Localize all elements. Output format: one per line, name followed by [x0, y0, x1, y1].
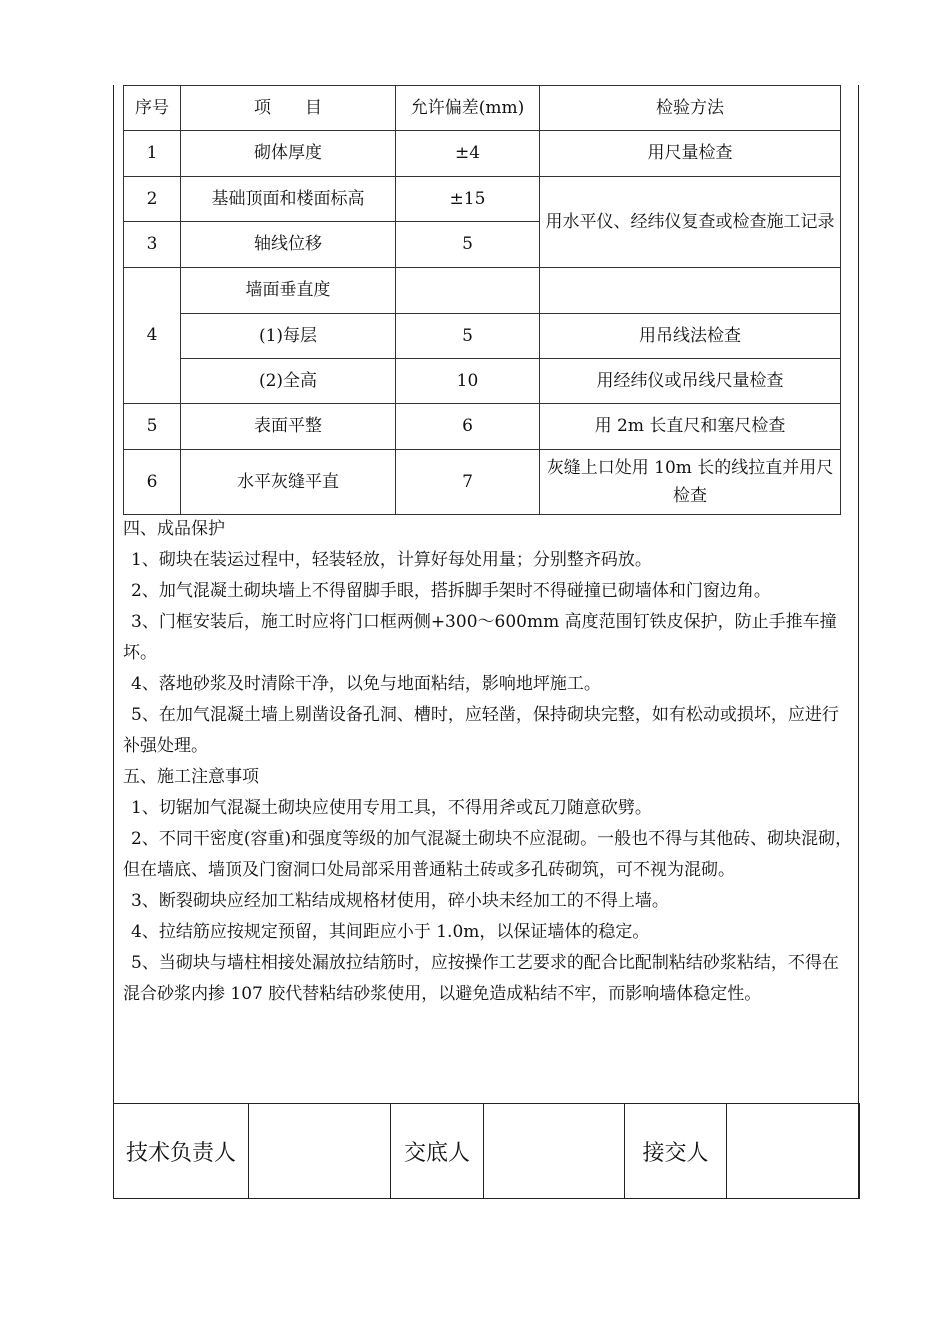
cell-item: 砌体厚度	[181, 131, 396, 177]
cell-item: (2)全高	[181, 359, 396, 404]
cell-no: 1	[124, 131, 181, 177]
table-row	[124, 450, 841, 515]
tech-lead-label: 技术负责人	[114, 1104, 249, 1199]
cell-item: 表面平整	[181, 404, 396, 450]
cell-tolerance: 7	[396, 450, 540, 515]
list-item: 2、加气混凝土砌块墙上不得留脚手眼，搭拆脚手架时不得碰撞已砌墙体和门窗边角。	[131, 581, 771, 601]
cell-no: 3	[124, 222, 181, 268]
list-item: 1、砌块在装运过程中，轻装轻放，计算好每处用量；分别整齐码放。	[131, 550, 652, 570]
tolerance-table	[123, 85, 841, 515]
list-item: 4、落地砂浆及时清除干净，以免与地面粘结，影响地坪施工。	[131, 674, 601, 694]
cell-no: 6	[124, 450, 181, 515]
table-row	[124, 314, 841, 359]
cell-method: 用吊线法检查	[540, 314, 841, 359]
table-row	[124, 131, 841, 177]
discloser-label: 交底人	[391, 1104, 484, 1199]
signature-table	[113, 1103, 860, 1199]
table-row	[124, 404, 841, 450]
cell-item: 轴线位移	[181, 222, 396, 268]
cell-method: 用 2m 长直尺和塞尺检查	[540, 404, 841, 450]
table-header-row	[124, 86, 841, 131]
cell-item: (1)每层	[181, 314, 396, 359]
cell-item: 基础顶面和楼面标高	[181, 177, 396, 222]
list-item: 5、当砌块与墙柱相接处漏放拉结筋时，应按操作工艺要求的配合比配制粘结砂浆粘结，不得在混合砂浆内掺 107 胶代替粘结砂浆使用，以避免造成粘结不牢，而影响墙体稳定性。	[123, 953, 839, 1004]
header-method: 检验方法	[540, 86, 841, 131]
header-no: 序号	[124, 86, 181, 131]
list-item: 3、断裂砌块应经加工粘结成规格材使用，碎小块未经加工的不得上墙。	[131, 891, 669, 911]
cell-tolerance	[396, 268, 540, 314]
cell-method	[540, 268, 841, 314]
receiver-signature-field[interactable]	[727, 1104, 860, 1199]
list-item: 1、切锯加气混凝土砌块应使用专用工具，不得用斧或瓦刀随意砍劈。	[131, 798, 652, 818]
cell-tolerance: ±15	[396, 177, 540, 222]
list-item: 3、门框安装后，施工时应将门口框两侧+300～600mm 高度范围钉铁皮保护，防止手推车撞坏。	[123, 612, 837, 663]
cell-method: 用尺量检查	[540, 131, 841, 177]
section-title-protection: 四、成品保护	[123, 519, 225, 539]
table-row	[124, 177, 841, 222]
header-item: 项 目	[181, 86, 396, 131]
cell-tolerance: 5	[396, 314, 540, 359]
cell-no: 2	[124, 177, 181, 222]
cell-method: 用水平仪、经纬仪复查或检查施工记录	[540, 177, 841, 268]
list-item: 4、拉结筋应按规定预留，其间距应小于 1.0m，以保证墙体的稳定。	[131, 922, 650, 942]
list-item: 5、在加气混凝土墙上剔凿设备孔洞、槽时，应轻凿，保持砌块完整，如有松动或损坏，应进行补强处理。	[123, 705, 839, 756]
body-text	[123, 514, 853, 1010]
cell-tolerance: 6	[396, 404, 540, 450]
cell-method: 灰缝上口处用 10m 长的线拉直并用尺检查	[540, 450, 841, 515]
section-title-notes: 五、施工注意事项	[123, 767, 259, 787]
cell-tolerance: 10	[396, 359, 540, 404]
table-row	[124, 359, 841, 404]
cell-tolerance: 5	[396, 222, 540, 268]
cell-no: 4	[124, 268, 181, 404]
receiver-label: 接交人	[625, 1104, 727, 1199]
table-row	[124, 268, 841, 314]
cell-item: 水平灰缝平直	[181, 450, 396, 515]
cell-method: 用经纬仪或吊线尺量检查	[540, 359, 841, 404]
cell-item: 墙面垂直度	[181, 268, 396, 314]
tech-lead-signature-field[interactable]	[249, 1104, 391, 1199]
cell-no: 5	[124, 404, 181, 450]
list-item: 2、不同干密度(容重)和强度等级的加气混凝土砌块不应混砌。一般也不得与其他砖、砌块混砌，但在墙底、墙顶及门窗洞口处局部采用普通粘土砖或多孔砖砌筑，可不视为混砌。	[123, 829, 853, 880]
header-tolerance: 允许偏差(mm)	[396, 86, 540, 131]
discloser-signature-field[interactable]	[484, 1104, 625, 1199]
cell-tolerance: ±4	[396, 131, 540, 177]
